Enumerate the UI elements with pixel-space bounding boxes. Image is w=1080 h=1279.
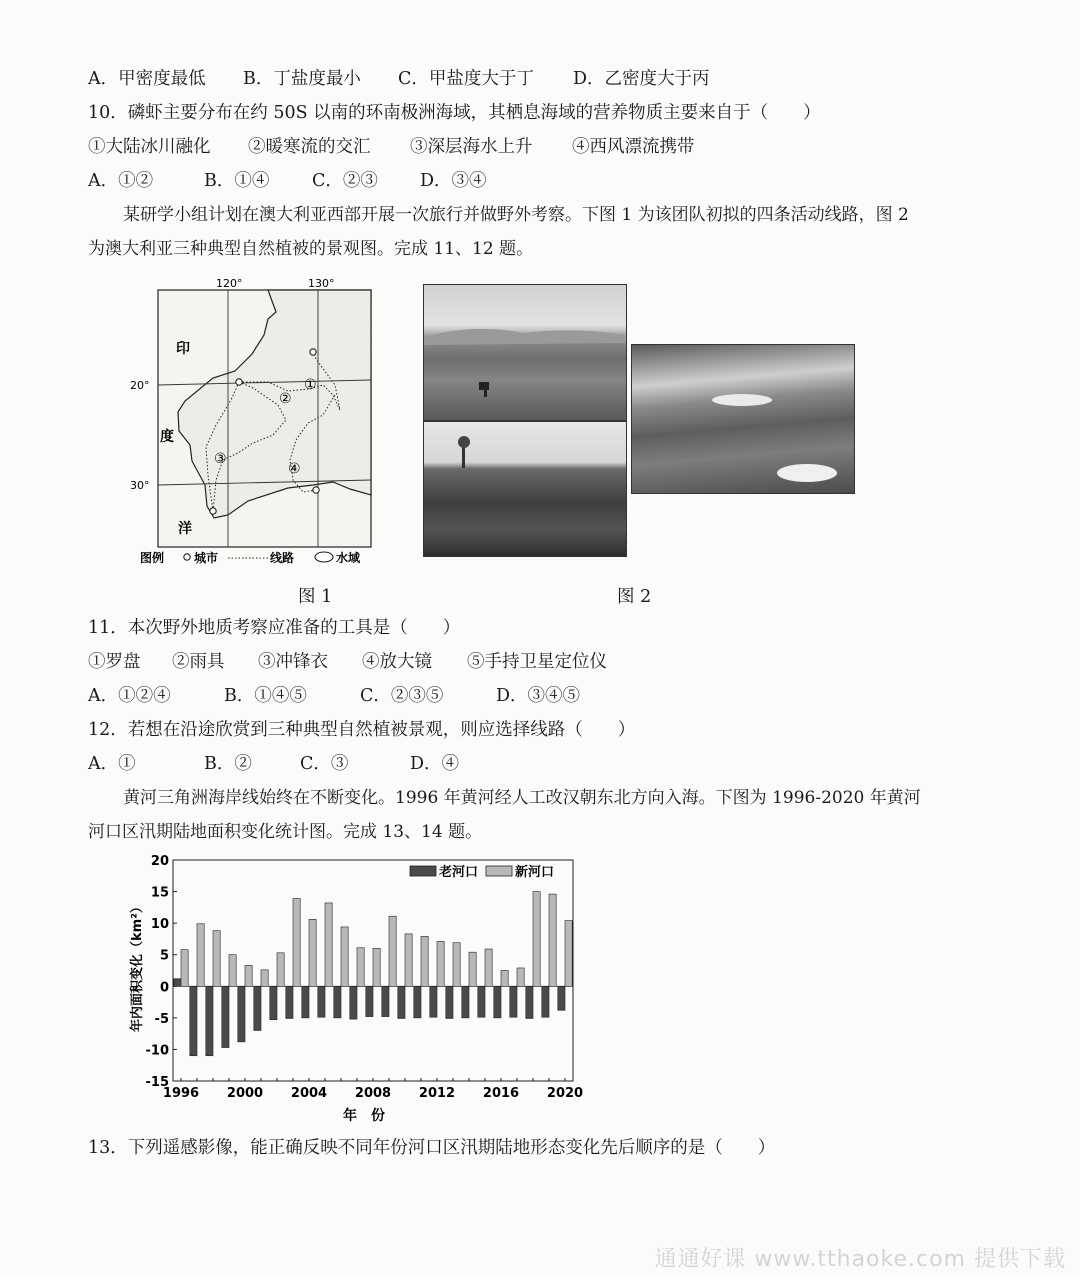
bar-new-mouth-2018: [533, 892, 540, 987]
bar-new-mouth-2002: [277, 953, 284, 986]
bar-new-mouth-2001: [261, 970, 268, 986]
y-tick-label: -15: [145, 1075, 169, 1090]
lat-label-30: 30°: [130, 479, 150, 492]
q10-stem: 10．磷虾主要分布在约 50S 以南的环南极洲海域，其栖息海域的营养物质主要来自于（ ）: [88, 103, 821, 123]
city-marker: [236, 379, 242, 385]
legend-old-mouth-label: 老河口: [439, 865, 479, 880]
bar-old-mouth-2016: [494, 986, 501, 1018]
photo-forest: [423, 421, 627, 557]
x-tick-label: 2020: [546, 1086, 584, 1101]
bar-old-mouth-2003: [286, 986, 293, 1018]
q11-stem: 11．本次野外地质考察应准备的工具是（ ）: [88, 618, 461, 638]
bar-new-mouth-2010: [405, 934, 412, 986]
bar-old-mouth-2004: [302, 986, 309, 1018]
legend-new-mouth-swatch: [486, 866, 512, 876]
y-tick-label: 10: [150, 917, 169, 933]
q12-option-b: B．②: [204, 754, 252, 774]
q11-item-4: ④放大镜: [362, 652, 432, 672]
bar-old-mouth-2010: [398, 986, 405, 1018]
bar-old-mouth-2002: [270, 986, 277, 1019]
q10-option-a: A．①②: [88, 171, 154, 191]
bar-new-mouth-1999: [229, 955, 236, 987]
bar-new-mouth-2009: [389, 916, 396, 986]
bar-new-mouth-2005: [325, 903, 332, 986]
bar-old-mouth-2012: [430, 986, 437, 1017]
x-tick-label: 2016: [482, 1086, 520, 1101]
lon-label-120: 120°: [216, 277, 243, 290]
intro-11-12-line1: 某研学小组计划在澳大利亚西部开展一次旅行并做野外考察。下图 1 为该团队初拟的四条活动线路，图 2: [123, 205, 909, 225]
city-marker: [210, 508, 216, 514]
q11-option-b: B．①④⑤: [224, 686, 307, 706]
legend-old-mouth-swatch: [410, 866, 436, 876]
q10-options: [88, 169, 487, 193]
bar-new-mouth-2016: [501, 971, 508, 987]
route-label-2: ②: [279, 391, 292, 407]
q10-item-2: ②暖寒流的交汇: [248, 137, 371, 157]
intro-13-14-line2: 河口区汛期陆地面积变化统计图。完成 13、14 题。: [88, 822, 483, 842]
y-tick-label: -5: [154, 1011, 169, 1027]
route-label-1: ①: [304, 377, 317, 393]
forest-detail: [424, 422, 626, 556]
legend-city-icon: [184, 554, 190, 560]
q10-option-b: B．①④: [204, 171, 270, 191]
q11-item-2: ②雨具: [172, 652, 225, 672]
bar-new-mouth-2019: [549, 894, 556, 986]
q11-item-3: ③冲锋衣: [258, 652, 328, 672]
y-tick-label: -10: [145, 1043, 169, 1059]
bar-old-mouth-2020: [558, 986, 565, 1010]
q9-option-c: C．甲盐度大于丁: [398, 69, 534, 89]
ocean-char-1: 印: [176, 341, 190, 357]
q12-option-c: C．③: [300, 754, 349, 774]
ocean-char-3: 洋: [178, 521, 192, 537]
bar-new-mouth-2013: [453, 943, 460, 987]
x-tick-label: 2008: [354, 1086, 392, 1101]
bar-new-mouth-1998: [213, 931, 220, 987]
x-tick-label: 2012: [418, 1086, 456, 1101]
bar-new-mouth-2006: [341, 927, 348, 986]
bar-old-mouth-2019: [542, 986, 549, 1017]
q9-options: [88, 67, 710, 91]
desert-detail: [632, 345, 854, 493]
bar-old-mouth-1997: [190, 986, 197, 1055]
legend-water-icon: [315, 552, 333, 562]
bar-new-mouth-2020: [565, 921, 572, 987]
route-label-3: ③: [214, 451, 227, 467]
bar-new-mouth-2000: [245, 965, 252, 986]
q11-option-c: C．②③⑤: [360, 686, 444, 706]
city-marker: [310, 349, 316, 355]
q11-items: [88, 650, 607, 674]
watermark: 通通好课 www.tthaoke.com 提供下载: [654, 1247, 1066, 1272]
bar-old-mouth-2006: [334, 986, 341, 1018]
bar-new-mouth-2017: [517, 968, 524, 986]
bar-new-mouth-2011: [421, 936, 428, 986]
q11-option-d: D．③④⑤: [496, 686, 581, 706]
bar-old-mouth-1996: [174, 979, 181, 987]
bar-new-mouth-2004: [309, 919, 316, 986]
bar-new-mouth-2007: [357, 948, 364, 987]
bar-new-mouth-2003: [293, 899, 300, 987]
q11-option-a: A．①②④: [88, 686, 171, 706]
x-tick-label: 2004: [290, 1086, 328, 1101]
x-tick-label: 1996: [162, 1086, 200, 1101]
q10-option-d: D．③④: [420, 171, 487, 191]
grassland-detail: [424, 285, 626, 420]
bar-new-mouth-1997: [197, 924, 204, 987]
bar-old-mouth-2014: [462, 986, 469, 1018]
route-label-4: ④: [288, 461, 301, 477]
q11-item-1: ①罗盘: [88, 652, 141, 672]
q12-options: [88, 752, 459, 776]
photo-grassland: [423, 284, 627, 421]
y-tick-label: 0: [159, 980, 169, 996]
legend-city-label: 城市: [194, 551, 219, 565]
q10-item-3: ③深层海水上升: [410, 137, 533, 157]
bar-old-mouth-2017: [510, 986, 517, 1017]
figure-1-map: [128, 275, 378, 570]
bar-new-mouth-2015: [485, 949, 492, 986]
q9-option-d: D．乙密度大于丙: [573, 69, 710, 89]
q11-options: [88, 684, 580, 708]
intro-13-14-line1: 黄河三角洲海岸线始终在不断变化。1996 年黄河经人工改汉朝东北方向入海。下图为 1996-2020 年黄河: [123, 788, 921, 808]
bar-new-mouth-2008: [373, 948, 380, 986]
bar-new-mouth-1996: [181, 950, 188, 987]
bar-old-mouth-1999: [222, 986, 229, 1047]
q10-item-1: ①大陆冰川融化: [88, 137, 211, 157]
q9-option-a: A．甲密度最低: [88, 69, 206, 89]
q10-items: [88, 135, 695, 159]
bar-old-mouth-1998: [206, 986, 213, 1055]
bar-old-mouth-2011: [414, 986, 421, 1018]
x-tick-label: 2000: [226, 1086, 264, 1101]
bar-old-mouth-2000: [238, 986, 245, 1042]
y-tick-label: 5: [159, 948, 169, 964]
y-tick-label: 20: [150, 854, 169, 869]
legend-new-mouth-label: 新河口: [515, 865, 555, 880]
city-marker: [313, 487, 319, 493]
bar-new-mouth-2014: [469, 952, 476, 986]
bar-new-mouth-2012: [437, 941, 444, 986]
legend-route-label: 线路: [270, 551, 295, 565]
bar-old-mouth-2013: [446, 986, 453, 1018]
q11-item-5: ⑤手持卫星定位仪: [467, 652, 607, 672]
y-tick-label: 15: [150, 885, 169, 901]
bar-old-mouth-2001: [254, 986, 261, 1030]
figure-2-caption: 图 2: [617, 587, 652, 607]
y-axis-title: 年内面积变化（km²）: [130, 900, 145, 1032]
land-area-change-chart: [125, 852, 585, 1127]
q12-option-d: D．④: [410, 754, 460, 774]
figure-1-caption: 图 1: [298, 587, 333, 607]
lat-label-20: 20°: [130, 379, 150, 392]
q12-stem: 12．若想在沿途欣赏到三种典型自然植被景观，则应选择线路（ ）: [88, 720, 636, 740]
bar-old-mouth-2009: [382, 986, 389, 1016]
bar-old-mouth-2015: [478, 986, 485, 1017]
q10-item-4: ④西风漂流携带: [572, 137, 695, 157]
photo-desert: [631, 344, 855, 494]
lon-label-130: 130°: [308, 277, 335, 290]
q10-option-c: C．②③: [312, 171, 378, 191]
legend-title: 图例: [140, 551, 165, 565]
bar-old-mouth-2007: [350, 986, 357, 1019]
q9-option-b: B．丁盐度最小: [243, 69, 361, 89]
bar-old-mouth-2008: [366, 986, 373, 1016]
legend-water-label: 水域: [336, 551, 361, 565]
q13-stem: 13．下列遥感影像，能正确反映不同年份河口区汛期陆地形态变化先后顺序的是（ ）: [88, 1138, 776, 1158]
bar-old-mouth-2018: [526, 986, 533, 1018]
x-axis-title: 年 份: [343, 1108, 385, 1124]
intro-11-12-line2: 为澳大利亚三种典型自然植被的景观图。完成 11、12 题。: [88, 239, 534, 259]
bar-old-mouth-2005: [318, 986, 325, 1017]
q12-option-a: A．①: [88, 754, 136, 774]
ocean-char-2: 度: [160, 429, 174, 445]
